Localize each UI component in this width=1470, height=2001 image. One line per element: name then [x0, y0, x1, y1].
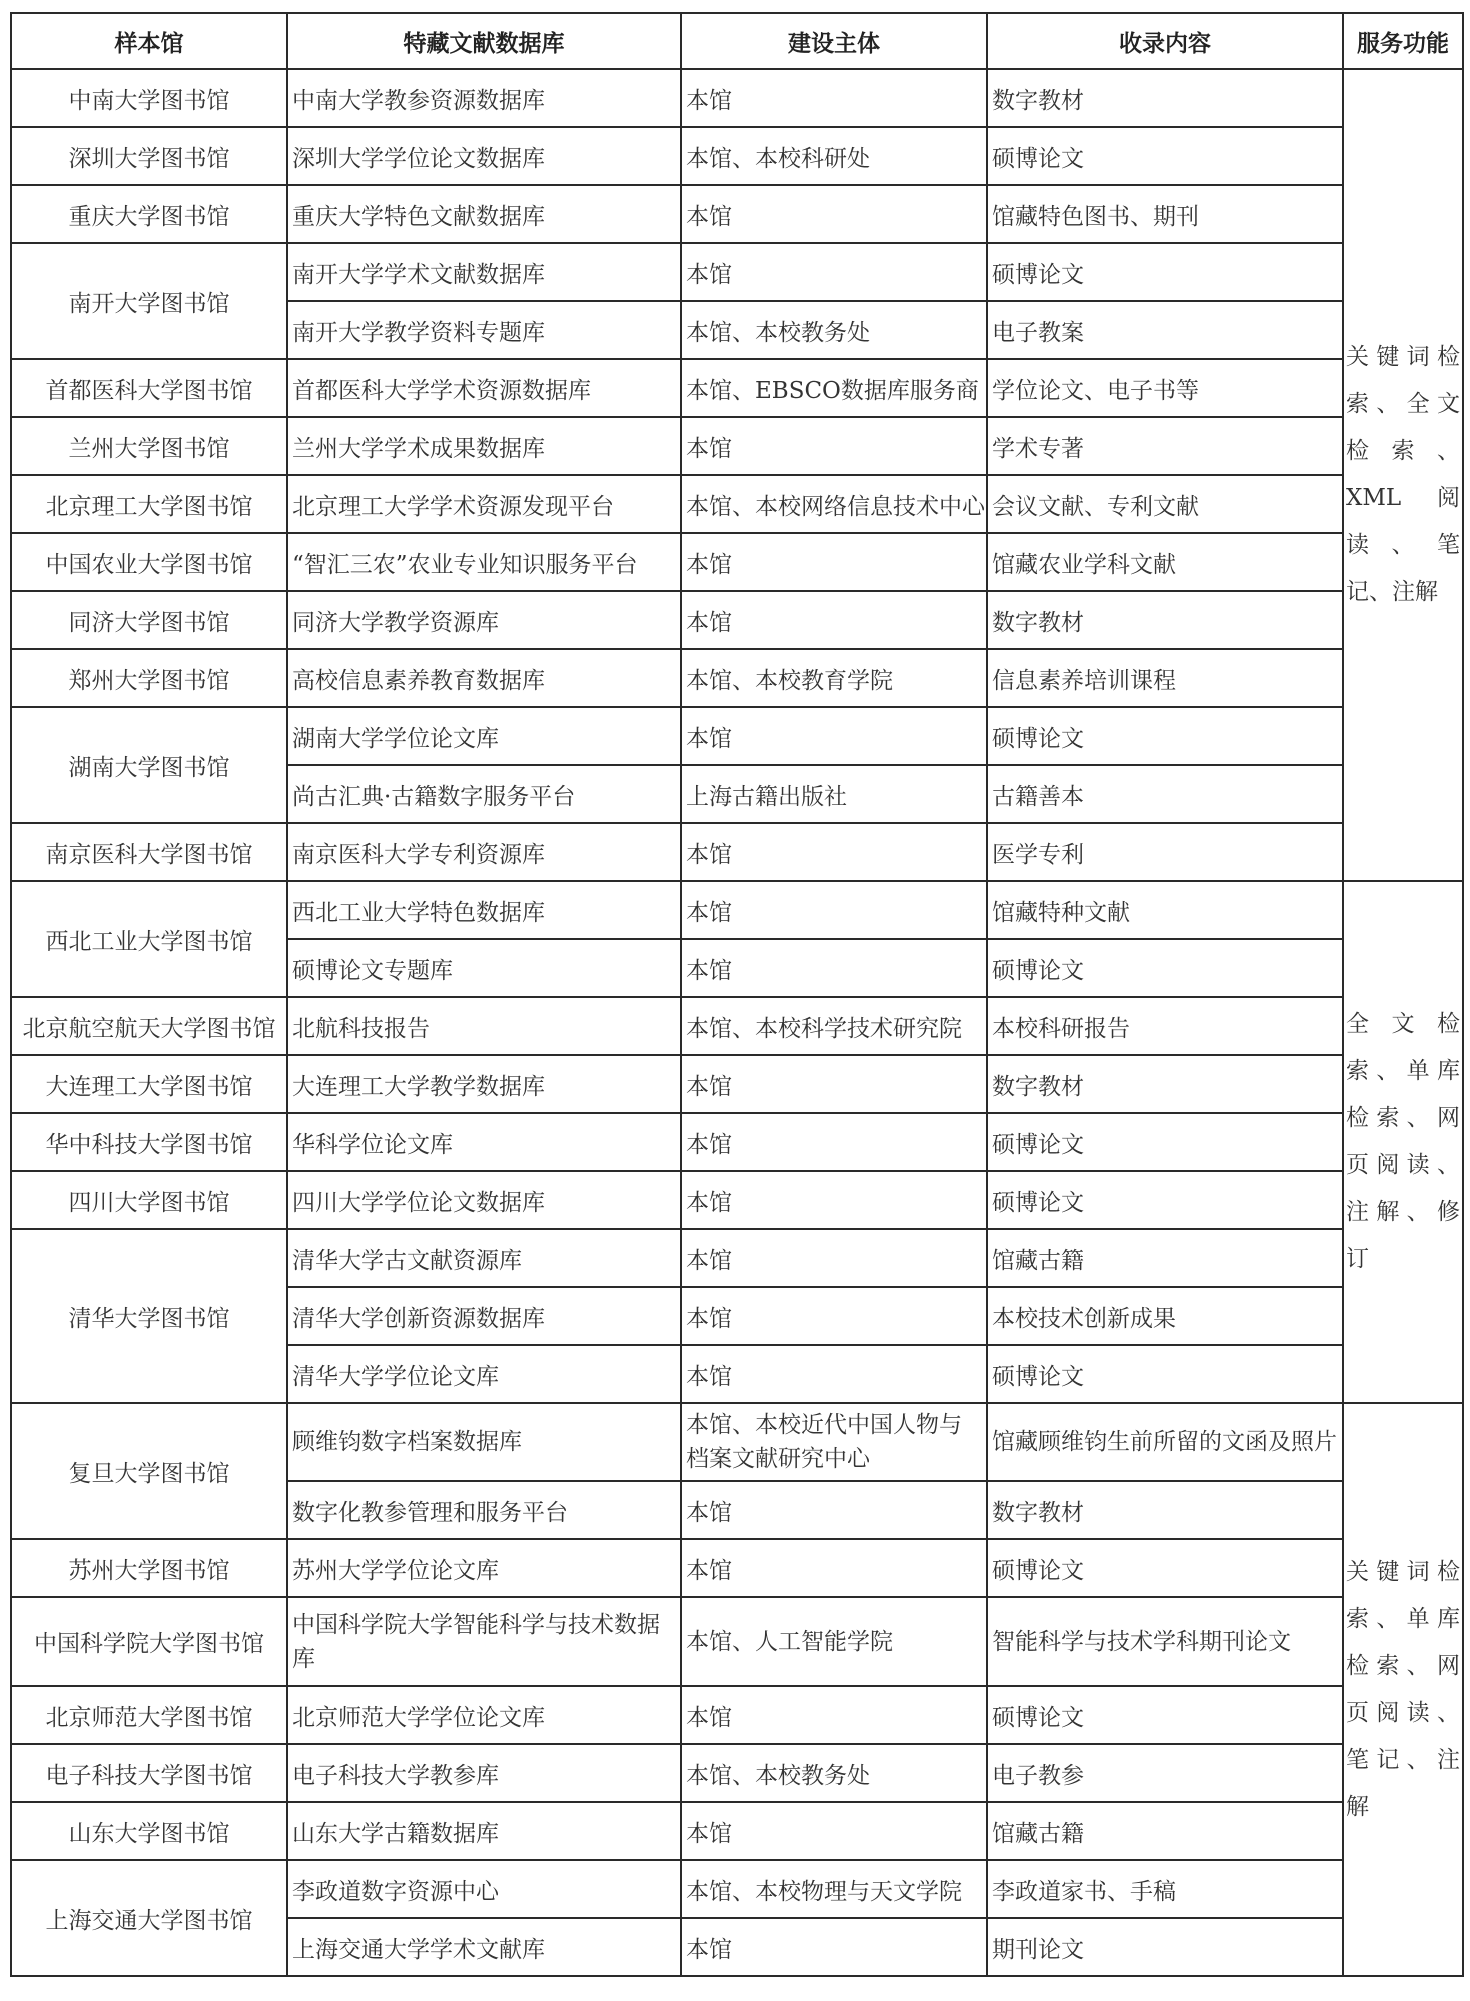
content-cell: 智能科学与技术学科期刊论文: [987, 1597, 1343, 1686]
content-cell: 硕博论文: [987, 939, 1343, 997]
table-row: [11, 475, 1463, 533]
content-cell: 硕博论文: [987, 243, 1343, 301]
builder-cell: 本馆: [681, 1287, 987, 1345]
builder-cell: 本馆: [681, 417, 987, 475]
content-cell: 硕博论文: [987, 707, 1343, 765]
library-name-cell: 北京航空航天大学图书馆: [11, 997, 287, 1055]
library-name-cell: 重庆大学图书馆: [11, 185, 287, 243]
header-library: 样本馆: [11, 13, 287, 69]
library-name-cell: 西北工业大学图书馆: [11, 881, 287, 997]
builder-cell: 本馆: [681, 939, 987, 997]
database-cell: 重庆大学特色文献数据库: [287, 185, 681, 243]
builder-cell: 本馆、本校科学技术研究院: [681, 997, 987, 1055]
table-row: [11, 1229, 1463, 1287]
database-cell: 北京师范大学学位论文库: [287, 1686, 681, 1744]
builder-cell: 本馆、本校近代中国人物与档案文献研究中心: [681, 1403, 987, 1481]
library-name-cell: 苏州大学图书馆: [11, 1539, 287, 1597]
database-cell: 首都医科大学学术资源数据库: [287, 359, 681, 417]
library-name-cell: 大连理工大学图书馆: [11, 1055, 287, 1113]
builder-cell: 本馆: [681, 1171, 987, 1229]
header-content: 收录内容: [987, 13, 1343, 69]
content-cell: 信息素养培训课程: [987, 649, 1343, 707]
content-cell: 馆藏古籍: [987, 1229, 1343, 1287]
table-row: [11, 1744, 1463, 1802]
service-functions-cell: 关键词检索、全文检索、XML阅读、笔记、注解: [1343, 69, 1463, 881]
table-row: [11, 69, 1463, 127]
database-cell: 同济大学教学资源库: [287, 591, 681, 649]
table-row: [11, 127, 1463, 185]
content-cell: 本校技术创新成果: [987, 1287, 1343, 1345]
database-cell: 顾维钧数字档案数据库: [287, 1403, 681, 1481]
database-cell: 清华大学创新资源数据库: [287, 1287, 681, 1345]
content-cell: 学术专著: [987, 417, 1343, 475]
content-cell: 电子教参: [987, 1744, 1343, 1802]
builder-cell: 本馆、本校教育学院: [681, 649, 987, 707]
content-cell: 馆藏特色图书、期刊: [987, 185, 1343, 243]
library-name-cell: 上海交通大学图书馆: [11, 1860, 287, 1976]
database-cell: 北航科技报告: [287, 997, 681, 1055]
database-cell: 中国科学院大学智能科学与技术数据库: [287, 1597, 681, 1686]
content-cell: 硕博论文: [987, 127, 1343, 185]
builder-cell: 本馆: [681, 69, 987, 127]
content-cell: 馆藏古籍: [987, 1802, 1343, 1860]
builder-cell: 本馆、人工智能学院: [681, 1597, 987, 1686]
content-cell: 硕博论文: [987, 1171, 1343, 1229]
library-name-cell: 华中科技大学图书馆: [11, 1113, 287, 1171]
database-cell: 南开大学教学资料专题库: [287, 301, 681, 359]
database-cell: 华科学位论文库: [287, 1113, 681, 1171]
table-row: [11, 417, 1463, 475]
library-name-cell: 中国农业大学图书馆: [11, 533, 287, 591]
content-cell: 数字教材: [987, 591, 1343, 649]
table-row: [11, 359, 1463, 417]
database-cell: “智汇三农”农业专业知识服务平台: [287, 533, 681, 591]
content-cell: 李政道家书、手稿: [987, 1860, 1343, 1918]
builder-cell: 本馆、本校网络信息技术中心: [681, 475, 987, 533]
special-collections-table: [10, 12, 1464, 1977]
table-row: [11, 997, 1463, 1055]
content-cell: 硕博论文: [987, 1539, 1343, 1597]
table-row: [11, 243, 1463, 301]
builder-cell: 本馆、本校教务处: [681, 301, 987, 359]
table-row: [11, 823, 1463, 881]
service-functions-cell: 关键词检索、单库检索、网页阅读、笔记、注解: [1343, 1403, 1463, 1976]
library-name-cell: 南开大学图书馆: [11, 243, 287, 359]
content-cell: 馆藏农业学科文献: [987, 533, 1343, 591]
database-cell: 兰州大学学术成果数据库: [287, 417, 681, 475]
builder-cell: 本馆: [681, 1113, 987, 1171]
library-name-cell: 兰州大学图书馆: [11, 417, 287, 475]
database-cell: 硕博论文专题库: [287, 939, 681, 997]
builder-cell: 本馆: [681, 1481, 987, 1539]
content-cell: 硕博论文: [987, 1686, 1343, 1744]
library-name-cell: 南京医科大学图书馆: [11, 823, 287, 881]
table-row: [11, 591, 1463, 649]
table-row: [11, 1171, 1463, 1229]
content-cell: 期刊论文: [987, 1918, 1343, 1976]
database-cell: 四川大学学位论文数据库: [287, 1171, 681, 1229]
library-name-cell: 同济大学图书馆: [11, 591, 287, 649]
builder-cell: 本馆: [681, 707, 987, 765]
table-row: [11, 1113, 1463, 1171]
database-cell: 上海交通大学学术文献库: [287, 1918, 681, 1976]
content-cell: 硕博论文: [987, 1345, 1343, 1403]
database-cell: 南京医科大学专利资源库: [287, 823, 681, 881]
table-row: [11, 1055, 1463, 1113]
table-row: [11, 649, 1463, 707]
builder-cell: 本馆: [681, 1345, 987, 1403]
builder-cell: 本馆: [681, 533, 987, 591]
builder-cell: 本馆: [681, 1229, 987, 1287]
table-row: [11, 707, 1463, 765]
library-name-cell: 深圳大学图书馆: [11, 127, 287, 185]
library-name-cell: 复旦大学图书馆: [11, 1403, 287, 1539]
table-row: [11, 185, 1463, 243]
database-cell: 西北工业大学特色数据库: [287, 881, 681, 939]
library-name-cell: 清华大学图书馆: [11, 1229, 287, 1403]
content-cell: 硕博论文: [987, 1113, 1343, 1171]
content-cell: 馆藏特种文献: [987, 881, 1343, 939]
builder-cell: 上海古籍出版社: [681, 765, 987, 823]
table-row: [11, 1403, 1463, 1481]
library-name-cell: 山东大学图书馆: [11, 1802, 287, 1860]
database-cell: 尚古汇典·古籍数字服务平台: [287, 765, 681, 823]
library-name-cell: 中国科学院大学图书馆: [11, 1597, 287, 1686]
builder-cell: 本馆: [681, 1686, 987, 1744]
database-cell: 李政道数字资源中心: [287, 1860, 681, 1918]
table-row: [11, 1802, 1463, 1860]
builder-cell: 本馆: [681, 823, 987, 881]
database-cell: 数字化教参管理和服务平台: [287, 1481, 681, 1539]
content-cell: 学位论文、电子书等: [987, 359, 1343, 417]
content-cell: 古籍善本: [987, 765, 1343, 823]
table-row: [11, 1597, 1463, 1686]
header-service: 服务功能: [1343, 13, 1463, 69]
library-name-cell: 北京理工大学图书馆: [11, 475, 287, 533]
content-cell: 馆藏顾维钧生前所留的文函及照片: [987, 1403, 1343, 1481]
content-cell: 数字教材: [987, 1481, 1343, 1539]
builder-cell: 本馆: [681, 185, 987, 243]
database-cell: 中南大学教参资源数据库: [287, 69, 681, 127]
database-cell: 高校信息素养教育数据库: [287, 649, 681, 707]
database-cell: 清华大学古文献资源库: [287, 1229, 681, 1287]
builder-cell: 本馆、本校物理与天文学院: [681, 1860, 987, 1918]
header-builder: 建设主体: [681, 13, 987, 69]
database-cell: 北京理工大学学术资源发现平台: [287, 475, 681, 533]
builder-cell: 本馆: [681, 1055, 987, 1113]
database-cell: 清华大学学位论文库: [287, 1345, 681, 1403]
table-row: [11, 533, 1463, 591]
header-database: 特藏文献数据库: [287, 13, 681, 69]
database-cell: 电子科技大学教参库: [287, 1744, 681, 1802]
table-row: [11, 881, 1463, 939]
builder-cell: 本馆: [681, 1918, 987, 1976]
content-cell: 本校科研报告: [987, 997, 1343, 1055]
content-cell: 会议文献、专利文献: [987, 475, 1343, 533]
builder-cell: 本馆、EBSCO数据库服务商: [681, 359, 987, 417]
database-cell: 深圳大学学位论文数据库: [287, 127, 681, 185]
content-cell: 数字教材: [987, 1055, 1343, 1113]
database-cell: 南开大学学术文献数据库: [287, 243, 681, 301]
builder-cell: 本馆: [681, 243, 987, 301]
builder-cell: 本馆: [681, 591, 987, 649]
header-row: [11, 13, 1463, 69]
library-name-cell: 四川大学图书馆: [11, 1171, 287, 1229]
library-name-cell: 电子科技大学图书馆: [11, 1744, 287, 1802]
database-cell: 湖南大学学位论文库: [287, 707, 681, 765]
library-name-cell: 首都医科大学图书馆: [11, 359, 287, 417]
library-name-cell: 中南大学图书馆: [11, 69, 287, 127]
database-cell: 大连理工大学教学数据库: [287, 1055, 681, 1113]
table-row: [11, 1860, 1463, 1918]
library-name-cell: 北京师范大学图书馆: [11, 1686, 287, 1744]
content-cell: 数字教材: [987, 69, 1343, 127]
builder-cell: 本馆: [681, 1539, 987, 1597]
builder-cell: 本馆: [681, 1802, 987, 1860]
database-cell: 苏州大学学位论文库: [287, 1539, 681, 1597]
service-functions-cell: 全文检索、单库检索、网页阅读、注解、修订: [1343, 881, 1463, 1403]
table-row: [11, 1686, 1463, 1744]
library-name-cell: 湖南大学图书馆: [11, 707, 287, 823]
builder-cell: 本馆、本校科研处: [681, 127, 987, 185]
content-cell: 医学专利: [987, 823, 1343, 881]
content-cell: 电子教案: [987, 301, 1343, 359]
builder-cell: 本馆、本校教务处: [681, 1744, 987, 1802]
table-row: [11, 1539, 1463, 1597]
library-name-cell: 郑州大学图书馆: [11, 649, 287, 707]
database-cell: 山东大学古籍数据库: [287, 1802, 681, 1860]
builder-cell: 本馆: [681, 881, 987, 939]
